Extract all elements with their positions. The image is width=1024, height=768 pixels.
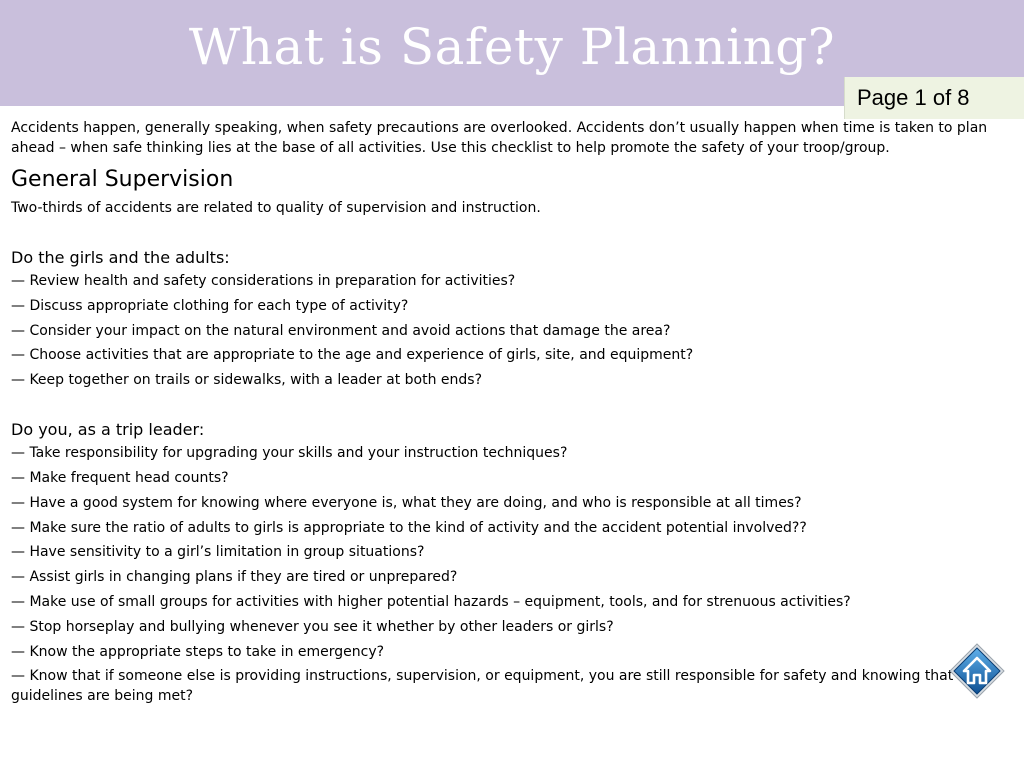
intro-paragraph: Accidents happen, generally speaking, when safety precautions are overlooked. Accidents don’t usually happen when time is taken to plan ahead – when safe thinking lies at the base of all activities. Use this checklist to help promote the safety of your troop/group. (11, 120, 988, 156)
slide-title: What is Safety Planning? (188, 18, 836, 76)
checklist-item: — Stop horseplay and bullying whenever you see it whether by other leaders or girls? (11, 618, 614, 635)
home-icon (947, 641, 1007, 701)
checklist-item: — Choose activities that are appropriate to the age and experience of girls, site, and equipment? (11, 347, 694, 364)
section-subtext: Two-thirds of accidents are related to quality of supervision and instruction. (11, 200, 541, 216)
checklist-item: — Have sensitivity to a girl’s limitation in group situations? (11, 544, 425, 561)
slide-content (11, 118, 1011, 711)
checklist-item: — Take responsibility for upgrading your skills and your instruction techniques? (11, 445, 568, 462)
checklist-item: — Consider your impact on the natural environment and avoid actions that damage the area? (11, 322, 671, 339)
checklist-item: — Discuss appropriate clothing for each type of activity? (11, 297, 409, 314)
girls-adults-checklist (11, 271, 1011, 390)
checklist-item: — Assist girls in changing plans if they are tired or unprepared? (11, 569, 458, 586)
trip-leader-checklist (11, 443, 1011, 706)
checklist-item: — Have a good system for knowing where everyone is, what they are doing, and who is responsible at all times? (11, 494, 802, 511)
section-heading: General Supervision (11, 167, 234, 192)
page-indicator: Page 1 of 8 (844, 77, 1024, 119)
checklist-item: — Keep together on trails or sidewalks, with a leader at both ends? (11, 372, 482, 389)
checklist-item: — Make use of small groups for activities with higher potential hazards – equipment, tools, and for strenuous activities? (11, 593, 851, 610)
checklist-item: — Review health and safety considerations in preparation for activities? (11, 273, 516, 289)
trip-leader-question: Do you, as a trip leader: (11, 420, 205, 440)
checklist-item: — Make frequent head counts? (11, 469, 229, 486)
checklist-item: — Know the appropriate steps to take in emergency? (11, 643, 385, 660)
home-button[interactable] (947, 641, 1007, 701)
girls-adults-question: Do the girls and the adults: (11, 248, 230, 267)
checklist-item: — Make sure the ratio of adults to girls is appropriate to the kind of activity and the accident potential involved?? (11, 519, 807, 536)
checklist-item: — Know that if someone else is providing instructions, supervision, or equipment, you are still responsible for safety and knowing that guidelines are being met? (11, 668, 954, 705)
